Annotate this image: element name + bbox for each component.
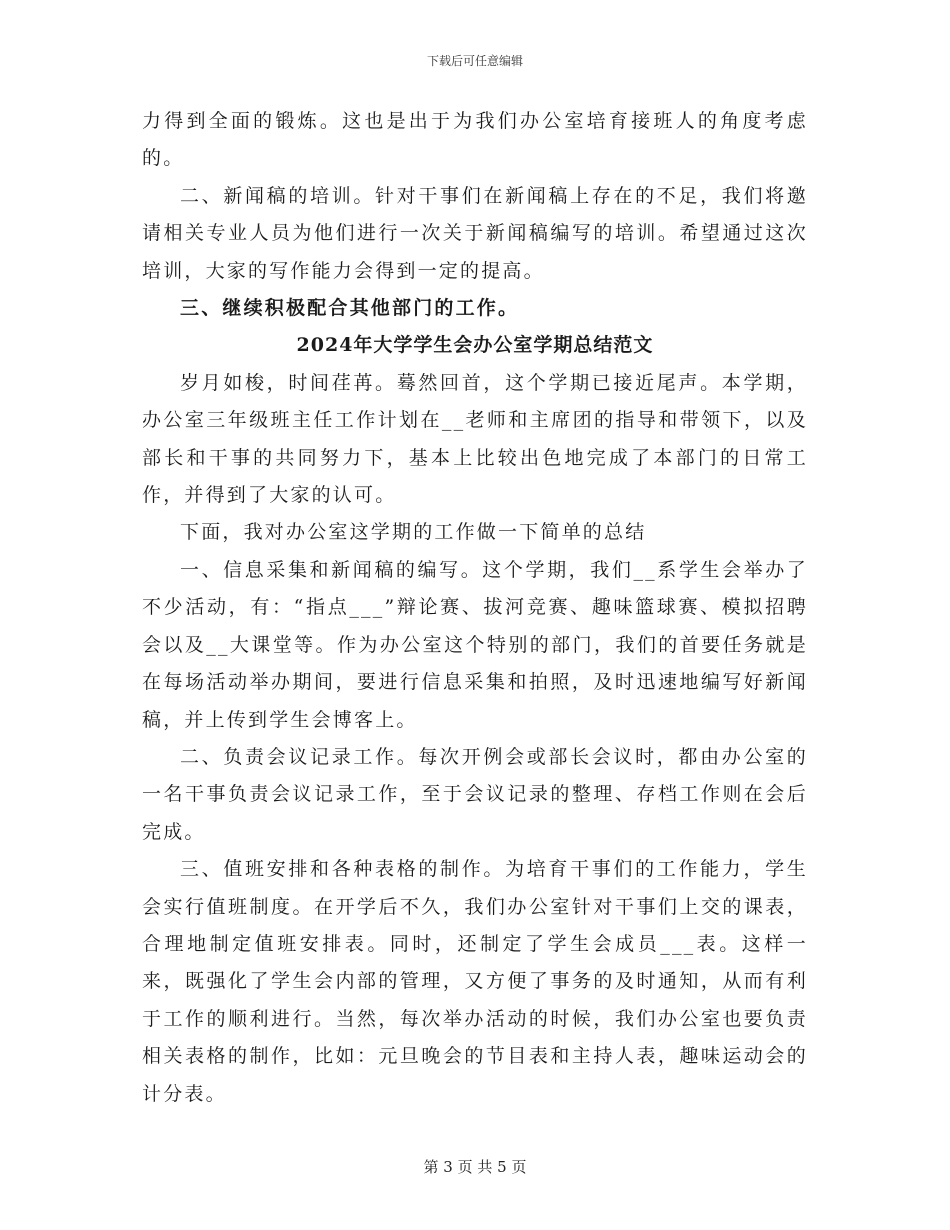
paragraph-news-training: 二、新闻稿的培训。针对干事们在新闻稿上存在的不足，我们将邀请相关专业人员为他们进行一次关于新闻稿编写的培训。希望通过这次培训，大家的写作能力会得到一定的提高。 [142,184,808,282]
paragraph-meeting-records: 二、负责会议记录工作。每次开例会或部长会议时，都由办公室的一名干事负责会议记录工作，至于会议记录的整理、存档工作则在会后完成。 [142,745,808,843]
page-header: 下载后可任意编辑 [426,54,523,68]
paragraph-cooperate-departments: 三、继续积极配合其他部门的工作。 [180,297,520,320]
section-title: 2024年大学学生会办公室学期总结范文 [296,334,654,357]
paragraph-continuation: 力得到全面的锻炼。这也是出于为我们办公室培育接班人的角度考虑的。 [142,110,808,170]
paragraph-summary-lead: 下面，我对办公室这学期的工作做一下简单的总结 [180,521,647,544]
paragraph-info-collection: 一、信息采集和新闻稿的编写。这个学期，我们__系学生会举办了不少活动，有：“指点___”辩论赛、拔河竞赛、趣味篮球赛、模拟招聘会以及__大课堂等。作为办公室这个特别的部门，我们的首要任务就是在每场活动举办期间，要进行信息采集和拍照，及时迅速地编写好新闻稿，并上传到学生会博客上。 [142,558,808,731]
page-footer: 第 3 页 共 5 页 [423,1158,527,1176]
paragraph-duty-schedule: 三、值班安排和各种表格的制作。为培育干事们的工作能力，学生会实行值班制度。在开学后不久，我们办公室针对干事们上交的课表，合理地制定值班安排表。同时，还制定了学生会成员___表。这样一来，既强化了学生会内部的管理，又方便了事务的及时通知，从而有利于工作的顺利进行。当然，每次举办活动的时候，我们办公室也要负责相关表格的制作，比如：元旦晚会的节目表和主持人表，趣味运动会的计分表。 [142,858,808,1105]
paragraph-intro: 岁月如梭，时间荏苒。蓦然回首，这个学期已接近尾声。本学期，办公室三年级班主任工作计划在__老师和主席团的指导和带领下，以及部长和干事的共同努力下，基本上比较出色地完成了本部门的日常工作，并得到了大家的认可。 [142,371,808,507]
document-body [142,103,808,1113]
